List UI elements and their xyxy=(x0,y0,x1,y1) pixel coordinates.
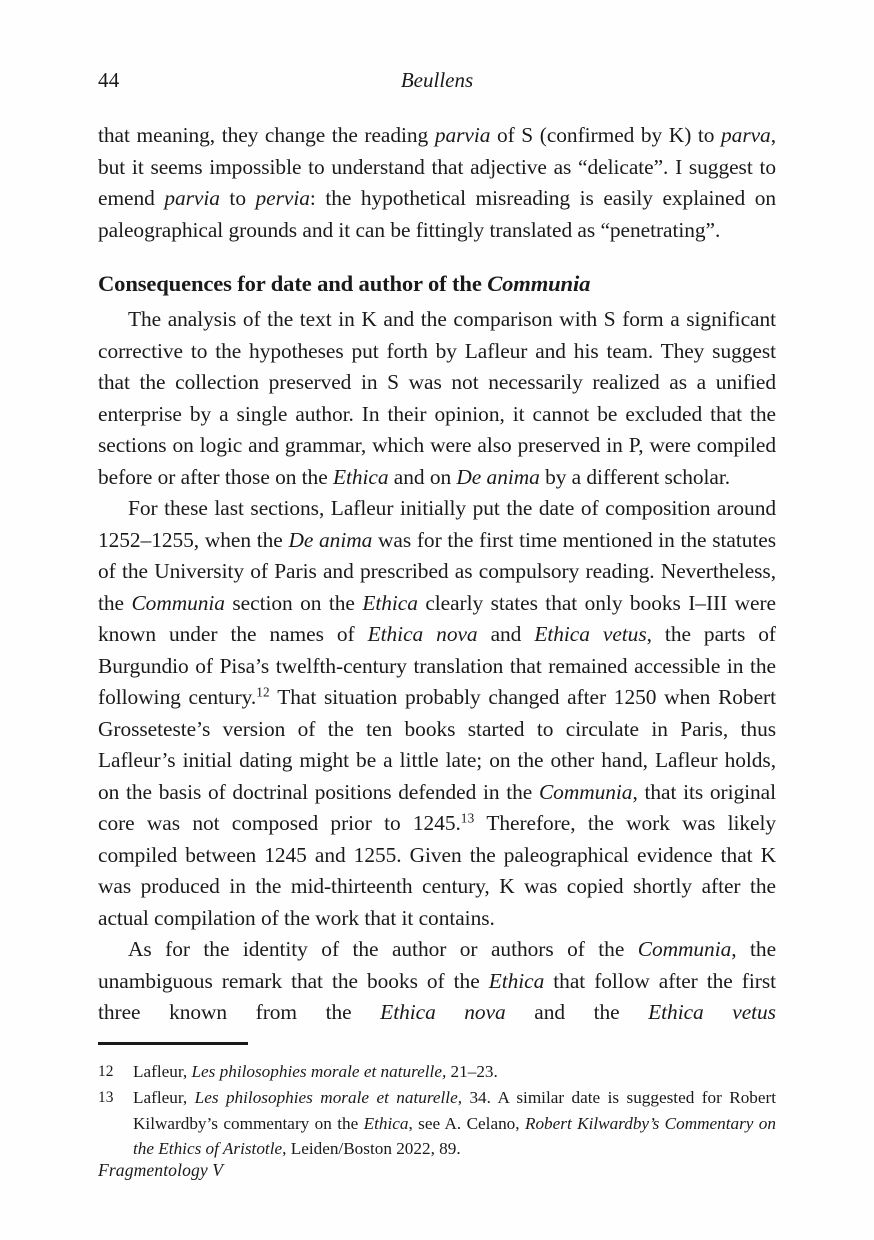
footnote-list xyxy=(98,1059,776,1162)
footnote-number: 13 xyxy=(98,1089,114,1107)
paragraph-analysis: The analysis of the text in K and the comparison with S form a significant corrective to the hypotheses put forth by Lafleur and his team. They suggest that the collection preserved in S was not necessarily realized as a unified enterprise by a single author. In their opinion, it cannot be excluded that the sections on logic and grammar, which were also preserved in P, were compiled before or after those on the Ethica and on De anima by a different scholar. xyxy=(98,307,776,489)
running-footer: Fragmentology V xyxy=(98,1160,224,1180)
footnotes-area xyxy=(98,1042,776,1163)
text-column xyxy=(98,120,776,1060)
footnote-number: 12 xyxy=(98,1062,114,1080)
paragraph-continuation: that meaning, they change the reading parvia of S (confirmed by K) to parva, but it seems impossible to understand that adjective as “delicate”. I suggest to emend parvia to pervia: the hypothetical misreading is easily explained on paleographical grounds and it can be fittingly translated as “penetrating”. xyxy=(98,123,776,242)
footnote-item xyxy=(98,1059,776,1085)
paragraph-authorship: As for the identity of the author or authors of the Communia, the unambiguous remark that the books of the Ethica that follow after the first three known from the Ethica nova and the Ethica vetus xyxy=(98,937,777,1024)
footnote-text: Lafleur, Les philosophies morale et naturelle, 21–23. xyxy=(133,1061,498,1081)
running-head-title: Beullens xyxy=(400,68,474,92)
running-head xyxy=(98,66,776,94)
footnote-item xyxy=(98,1085,776,1162)
footnote-separator-rule xyxy=(98,1042,248,1045)
page-number: 44 xyxy=(98,68,120,92)
footnote-text: Lafleur, Les philosophies morale et naturelle, 34. A similar date is suggested for Robert Kilwardby’s commentary on the Ethica, see A. Celano, Robert Kilwardby’s Commentary on the Ethics of Aristotle, Leiden/Boston 2022, 89. xyxy=(133,1088,777,1159)
paragraph-dating: For these last sections, Lafleur initially put the date of composition around 1252–1255, when the De anima was for the first time mentioned in the statutes of the University of Paris and prescribed as compulsory reading. Nevertheless, the Communia section on the Ethica clearly states that only books I–III were known under the names of Ethica nova and Ethica vetus, the parts of Burgundio of Pisa’s twelfth-century translation that remained accessible in the following century.$^{12}$ That situation probably changed after 1250 when Robert Grosseteste’s version of the ten books started to circulate in Paris, thus Lafleur’s initial dating might be a little late; on the other hand, Lafleur holds, on the basis of doctrinal positions defended in the Communia, that its original core was not composed prior to 1245.13 Therefore, the work was likely compiled between 1245 and 1255. Given the paleographical evidence that K was produced in the mid-thirteenth century, K was copied shortly after the actual compilation of the work that it contains. xyxy=(98,496,776,930)
section-heading: Consequences for date and author of the Communia xyxy=(98,271,591,296)
